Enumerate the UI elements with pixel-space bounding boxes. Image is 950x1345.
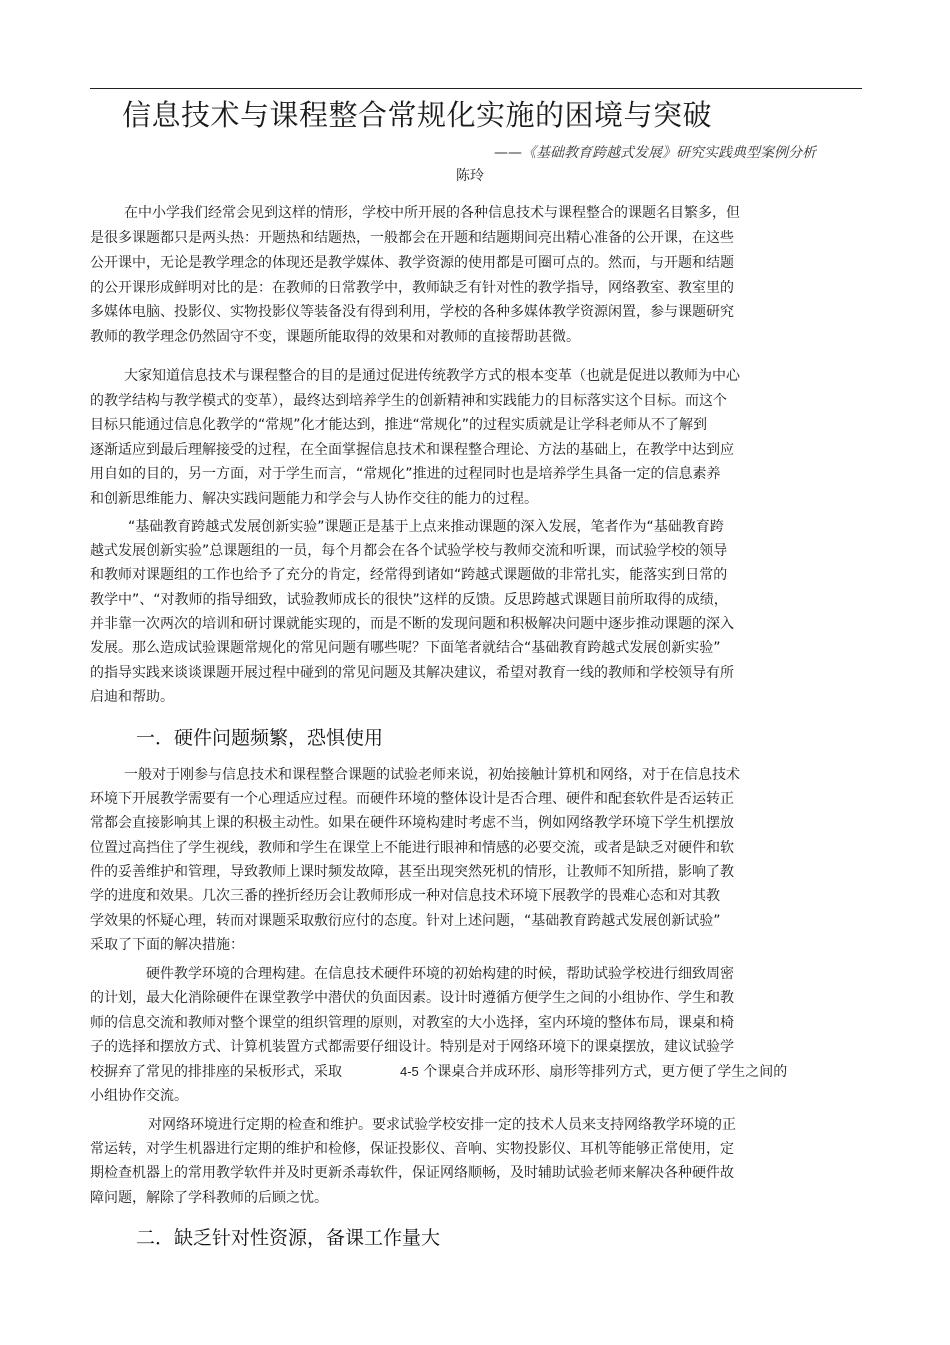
paragraph-line: 常运转，对学生机器进行定期的维护和检修，保证投影仪、音响、实物投影仪、耳机等能够正常使用，定 <box>90 1141 734 1157</box>
paragraph-line: 的教学结构与教学模式的变革），最终达到培养学生的创新精神和实践能力的目标落实这个目标。而这个 <box>90 393 727 409</box>
paragraph-line: 件的妥善维护和管理，导致教师上课时频发故障，甚至出现突然死机的情形，让教师不知所措，影响了教 <box>90 864 734 880</box>
paragraph-line: 越式发展创新实验”总课题组的一员，每个月都会在各个试验学校与教师交流和听课，而试验学校的领导 <box>90 543 728 559</box>
paragraph-line: 学效果的怀疑心理，转而对课题采取敷衍应付的态度。针对上述问题，“基础教育跨越式发展创新试验” <box>90 913 721 929</box>
paragraph-line: 启迪和帮助。 <box>90 689 174 705</box>
paragraph-line: 期检查机器上的常用教学软件并及时更新杀毒软件，保证网络顺畅，及时辅助试验老师来解决各种硬件故 <box>90 1165 734 1181</box>
paragraph-line: 学的进度和效果。几次三番的挫折经历会让教师形成一种对信息技术环境下展教学的畏难心态和对其教 <box>90 888 720 904</box>
paragraph-line: 的计划，最大化消除硬件在课堂教学中潜伏的负面因素。设计时遵循方便学生之间的小组协作、学生和教 <box>90 990 734 1006</box>
paragraph-line: 师的信息交流和教师对整个课堂的组织管理的原则，对教室的大小选择，室内环境的整体布局，课桌和椅 <box>90 1015 734 1031</box>
paragraph-line: 环境下开展教学需要有一个心理适应过程。而硬件环境的整体设计是否合理、硬件和配套软件是否运转正 <box>90 791 734 807</box>
paragraph-line: 发展。那么造成试验课题常规化的常见问题有哪些呢？下面笔者就结合“基础教育跨越式发展创新实验” <box>90 640 721 656</box>
paragraph-line <box>90 1060 787 1084</box>
author-name: 陈玲 <box>456 168 484 184</box>
paragraph-line: 采取了下面的解决措施： <box>90 937 244 953</box>
paragraph-line: 子的选择和摆放方式、计算机装置方式都需要仔细设计。特别是对于网络环境下的课桌摆放，建议试验学 <box>90 1039 734 1055</box>
paragraph-line: 常都会直接影响其上课的积极主动性。如果在硬件环境构建时考虑不当，例如网络教学环境下学生机摆放 <box>90 815 734 831</box>
paragraph-line: “基础教育跨越式发展创新实验”课题正是基于上点来推动课题的深入发展，笔者作为“基础教育跨 <box>128 519 724 535</box>
paragraph-line: 和教师对课题组的工作也给予了充分的肯定，经常得到诸如“跨越式课题做的非常扎实，能落实到日常的 <box>90 567 728 583</box>
paragraph-line: 是很多课题都只是两头热：开题热和结题热，一般都会在开题和结题期间亮出精心准备的公开课，在这些 <box>90 230 734 246</box>
document-subtitle: ——《基础教育跨越式发展》研究实践典型案例分析 <box>494 145 816 161</box>
paragraph-line: 位置过高挡住了学生视线，教师和学生在课堂上不能进行眼神和情感的必要交流，或者是缺乏对硬件和软 <box>90 840 734 856</box>
paragraph-line: 并非靠一次两次的培训和研讨课就能实现的，而是不断的发现问题和积极解决问题中逐步推动课题的深入 <box>90 616 734 632</box>
paragraph-line: 对网络环境进行定期的检查和维护。要求试验学校安排一定的技术人员来支持网络教学环境的正 <box>148 1117 736 1133</box>
top-rule <box>90 88 862 89</box>
paragraph-line: 教师的教学理念仍然固守不变，课题所能取得的效果和对教师的直接帮助甚微。 <box>90 329 580 345</box>
paragraph-line: 在中小学我们经常会见到这样的情形，学校中所开展的各种信息技术与课程整合的课题名目繁多，但 <box>124 205 740 221</box>
document-title: 信息技术与课程整合常规化实施的困境与突破 <box>122 98 713 132</box>
paragraph-line: 大家知道信息技术与课程整合的目的是通过促进传统教学方式的根本变革（也就是促进以教师为中心 <box>124 368 740 384</box>
paragraph-line: 目标只能通过信息化教学的“常规”化才能达到，推进“常规化”的过程实质就是让学科老师从不了解到 <box>90 417 708 433</box>
paragraph-line: 逐渐适应到最后理解接受的过程，在全面掌握信息技术和课程整合理论、方法的基础上，在教学中达到应 <box>90 442 734 458</box>
section-heading-1: 一．硬件问题频繁，恐惧使用 <box>136 727 384 749</box>
number-range: 4-5 <box>400 1064 419 1079</box>
paragraph-line: 公开课中，无论是教学理念的体现还是教学媒体、教学资源的使用都是可圈可点的。然而，与开题和结题 <box>90 255 734 271</box>
paragraph-line: 和创新思维能力、解决实践问题能力和学会与人协作交往的能力的过程。 <box>90 491 538 507</box>
paragraph-line: 教学中”、“对教师的指导细致，试验教师成长的很快”这样的反馈。反思跨越式课题目前所取得的成绩， <box>90 592 728 608</box>
paragraph-line: 小组协作交流。 <box>90 1088 188 1104</box>
paragraph-line: 的公开课形成鲜明对比的是：在教师的日常教学中，教师缺乏有针对性的教学指导，网络教室、教室里的 <box>90 280 734 296</box>
line-segment: 校摒弃了常见的排排座的呆板形式，采取 <box>90 1064 342 1080</box>
line-segment: 个课桌合并成环形、扇形等排列方式，更方便了学生之间的 <box>423 1064 788 1080</box>
paragraph-line: 多媒体电脑、投影仪、实物投影仪等装备没有得到利用，学校的各种多媒体教学资源闲置，参与课题研究 <box>90 304 734 320</box>
paragraph-line: 用自如的目的，另一方面，对于学生而言，“常规化”推进的过程同时也是培养学生具备一定的信息素养 <box>90 466 721 482</box>
paragraph-line: 硬件教学环境的合理构建。在信息技术硬件环境的初始构建的时候，帮助试验学校进行细致周密 <box>146 966 734 982</box>
paragraph-line: 障问题，解除了学科教师的后顾之忧。 <box>90 1190 328 1206</box>
section-heading-2: 二．缺乏针对性资源，备课工作量大 <box>136 1227 441 1249</box>
paragraph-line: 一般对于刚参与信息技术和课程整合课题的试验老师来说，初始接触计算机和网络，对于在信息技术 <box>124 767 740 783</box>
paragraph-line: 的指导实践来谈谈课题开展过程中碰到的常见问题及其解决建议，希望对教育一线的教师和学校领导有所 <box>90 665 734 681</box>
